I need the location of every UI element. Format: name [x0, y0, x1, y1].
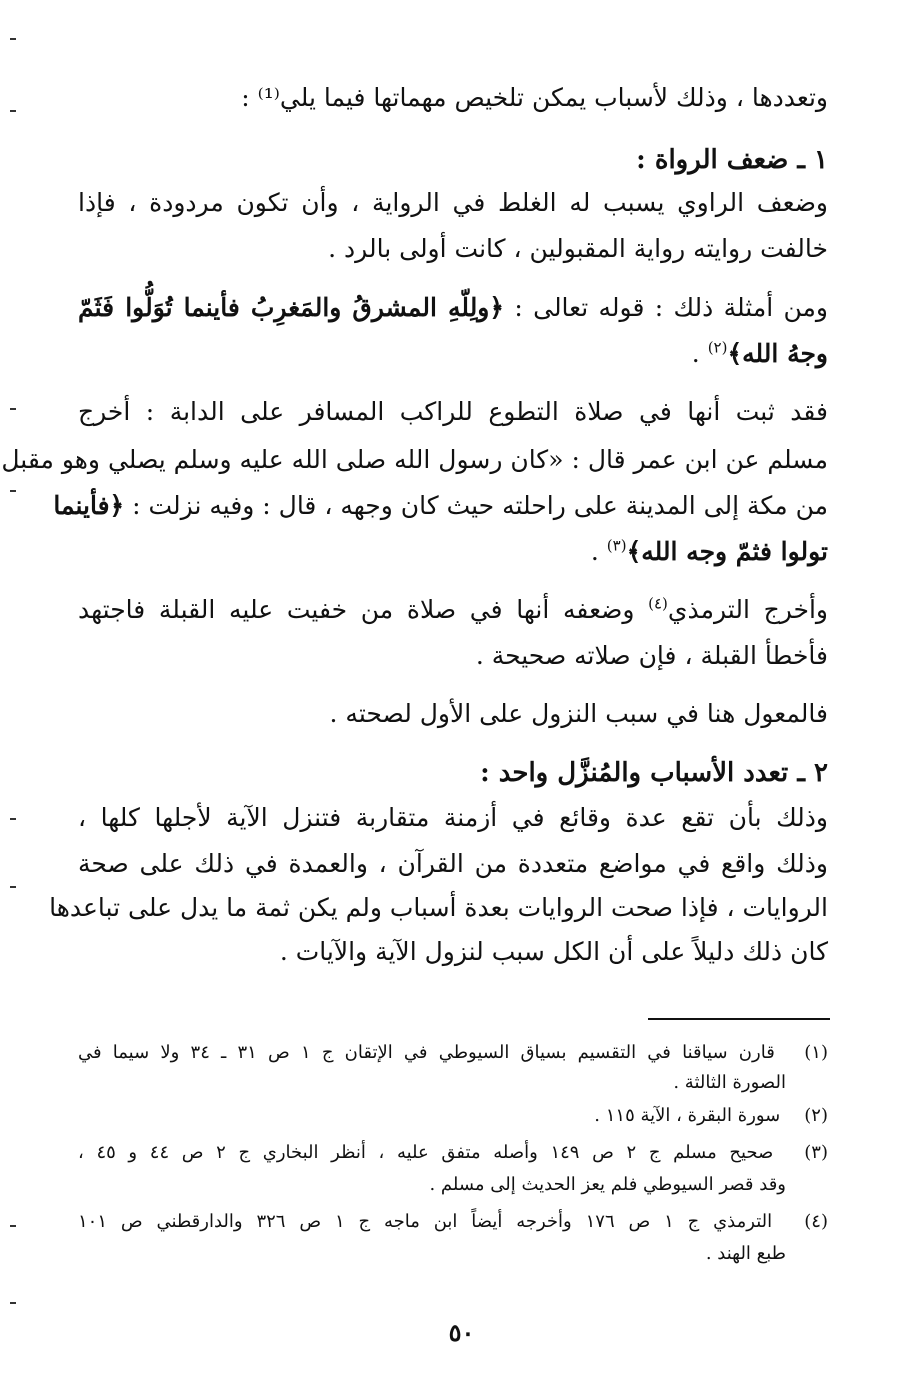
paragraph-line	[78, 636, 828, 676]
footnote-number: (٢)	[804, 1105, 828, 1126]
paragraph-text: خالفت روايته رواية المقبولين ، كانت أولى بالرد .	[328, 234, 828, 263]
paragraph-text: .	[590, 537, 607, 566]
scan-mark	[10, 818, 16, 820]
footnote-3-cont	[78, 1170, 786, 1199]
footnote-text: وقد قصر السيوطي فلم يعز الحديث إلى مسلم .	[429, 1174, 786, 1195]
section-2-heading	[78, 753, 828, 793]
footnote-4	[78, 1207, 828, 1236]
footnote-1	[78, 1038, 828, 1067]
paragraph-line	[78, 392, 828, 432]
intro-text: وتعددها ، وذلك لأسباب يمكن تلخيص مهماتها فيما يلي⁽¹⁾ :	[241, 83, 828, 112]
scan-mark	[10, 1302, 16, 1304]
footnote-ref: (٤)	[648, 594, 668, 613]
paragraph-text: .	[691, 339, 708, 368]
quran-verse: وجهُ الله﴾	[727, 339, 828, 368]
footnote-text: صحيح مسلم ج ٢ ص ١٤٩ وأصله متفق عليه ، أنظر البخاري ج ٢ ص ٤٤ و ٤٥ ،	[78, 1142, 774, 1163]
scan-mark	[10, 38, 16, 40]
paragraph-text: وذلك واقع في مواضع متعددة من القرآن ، والعمدة في ذلك على صحة	[78, 849, 828, 878]
footnote-number: (٣)	[804, 1142, 828, 1163]
paragraph-line	[78, 694, 828, 734]
scan-mark	[10, 886, 16, 888]
section-2-heading-text: ٢ ـ تعدد الأسباب والمُنزَّل واحد :	[480, 758, 828, 788]
paragraph-text: من مكة إلى المدينة على راحلته حيث كان وجهه ، قال : وفيه نزلت :	[124, 491, 828, 520]
footnote-text: الصورة الثالثة .	[673, 1072, 786, 1093]
footnote-separator	[648, 1018, 830, 1020]
footnote-text: قارن سياقنا في التقسيم بسياق السيوطي في الإتقان ج ١ ص ٣١ ـ ٣٤ ولا سيما في	[78, 1042, 775, 1063]
footnote-1-cont	[78, 1068, 786, 1097]
scan-mark	[10, 1225, 16, 1227]
footnote-number: (٤)	[804, 1211, 828, 1232]
paragraph-line	[78, 532, 828, 572]
paragraph-text: فقد ثبت أنها في صلاة التطوع للراكب المسافر على الدابة : أخرج	[78, 397, 828, 426]
paragraph-text: الروايات ، فإذا صحت الروايات بعدة أسباب ولم يكن ثمة ما يدل على تباعدها	[49, 893, 828, 922]
page-number: ٥٠	[448, 1318, 475, 1347]
paragraph-text: مسلم عن ابن عمر قال : «كان رسول الله صلى الله عليه وسلم يصلي وهو مقبل	[1, 445, 828, 474]
quran-verse: ﴿ولِلّهِ المشرقُ والمَغرِبُ فأينما تُوَلُّوا فَثَمّ	[78, 293, 505, 322]
scan-mark	[10, 110, 16, 112]
intro-line	[78, 78, 828, 118]
scan-mark	[10, 408, 16, 410]
paragraph-text: وذلك بأن تقع عدة وقائع في أزمنة متقاربة فتنزل الآية لأجلها كلها ،	[78, 803, 828, 832]
footnote-text: سورة البقرة ، الآية ١١٥ .	[594, 1105, 781, 1126]
footnote-number: (١)	[804, 1042, 828, 1063]
footnote-4-cont	[78, 1239, 786, 1268]
paragraph-line	[78, 183, 828, 223]
footnote-2	[78, 1101, 828, 1130]
paragraph-line	[78, 288, 828, 328]
paragraph-line	[49, 888, 828, 928]
footnote-ref: (٢)	[707, 338, 728, 357]
section-1-heading	[78, 140, 828, 180]
paragraph-text: كان ذلك دليلاً على أن الكل سبب لنزول الآية والآيات .	[279, 937, 828, 966]
paragraph-line	[78, 229, 828, 269]
paragraph-text: وضعف الراوي يسبب له الغلط في الرواية ، وأن تكون مردودة ، فإذا	[78, 188, 828, 217]
paragraph-line	[53, 486, 828, 526]
paragraph-line	[1, 440, 828, 480]
quran-verse: ﴿فأينما	[53, 491, 125, 520]
paragraph-line	[78, 334, 828, 374]
paragraph-line	[78, 932, 828, 972]
paragraph-line	[78, 590, 828, 630]
footnote-text: طبع الهند .	[705, 1243, 786, 1264]
footnote-text: الترمذي ج ١ ص ١٧٦ وأخرجه أيضاً ابن ماجه ج ١ ص ٣٢٦ والدارقطني ص ١٠١	[78, 1211, 773, 1232]
quran-verse: تولوا فثمّ وجه الله﴾	[626, 537, 828, 566]
paragraph-text: فالمعول هنا في سبب النزول على الأول لصحته .	[329, 699, 828, 728]
footnote-3	[78, 1138, 828, 1167]
scan-mark	[10, 490, 16, 492]
section-1-heading-text: ١ ـ ضعف الرواة :	[636, 145, 828, 175]
paragraph-text: فأخطأ القبلة ، فإن صلاته صحيحة .	[475, 641, 828, 670]
paragraph-line	[78, 798, 828, 838]
paragraph-text: وضعفه أنها في صلاة من خفيت عليه القبلة فاجتهد	[78, 595, 649, 624]
paragraph-text: ومن أمثلة ذلك : قوله تعالى :	[504, 293, 828, 322]
paragraph-text: وأخرج الترمذي	[667, 595, 828, 624]
paragraph-line	[78, 844, 828, 884]
footnote-ref: (٣)	[606, 536, 627, 555]
